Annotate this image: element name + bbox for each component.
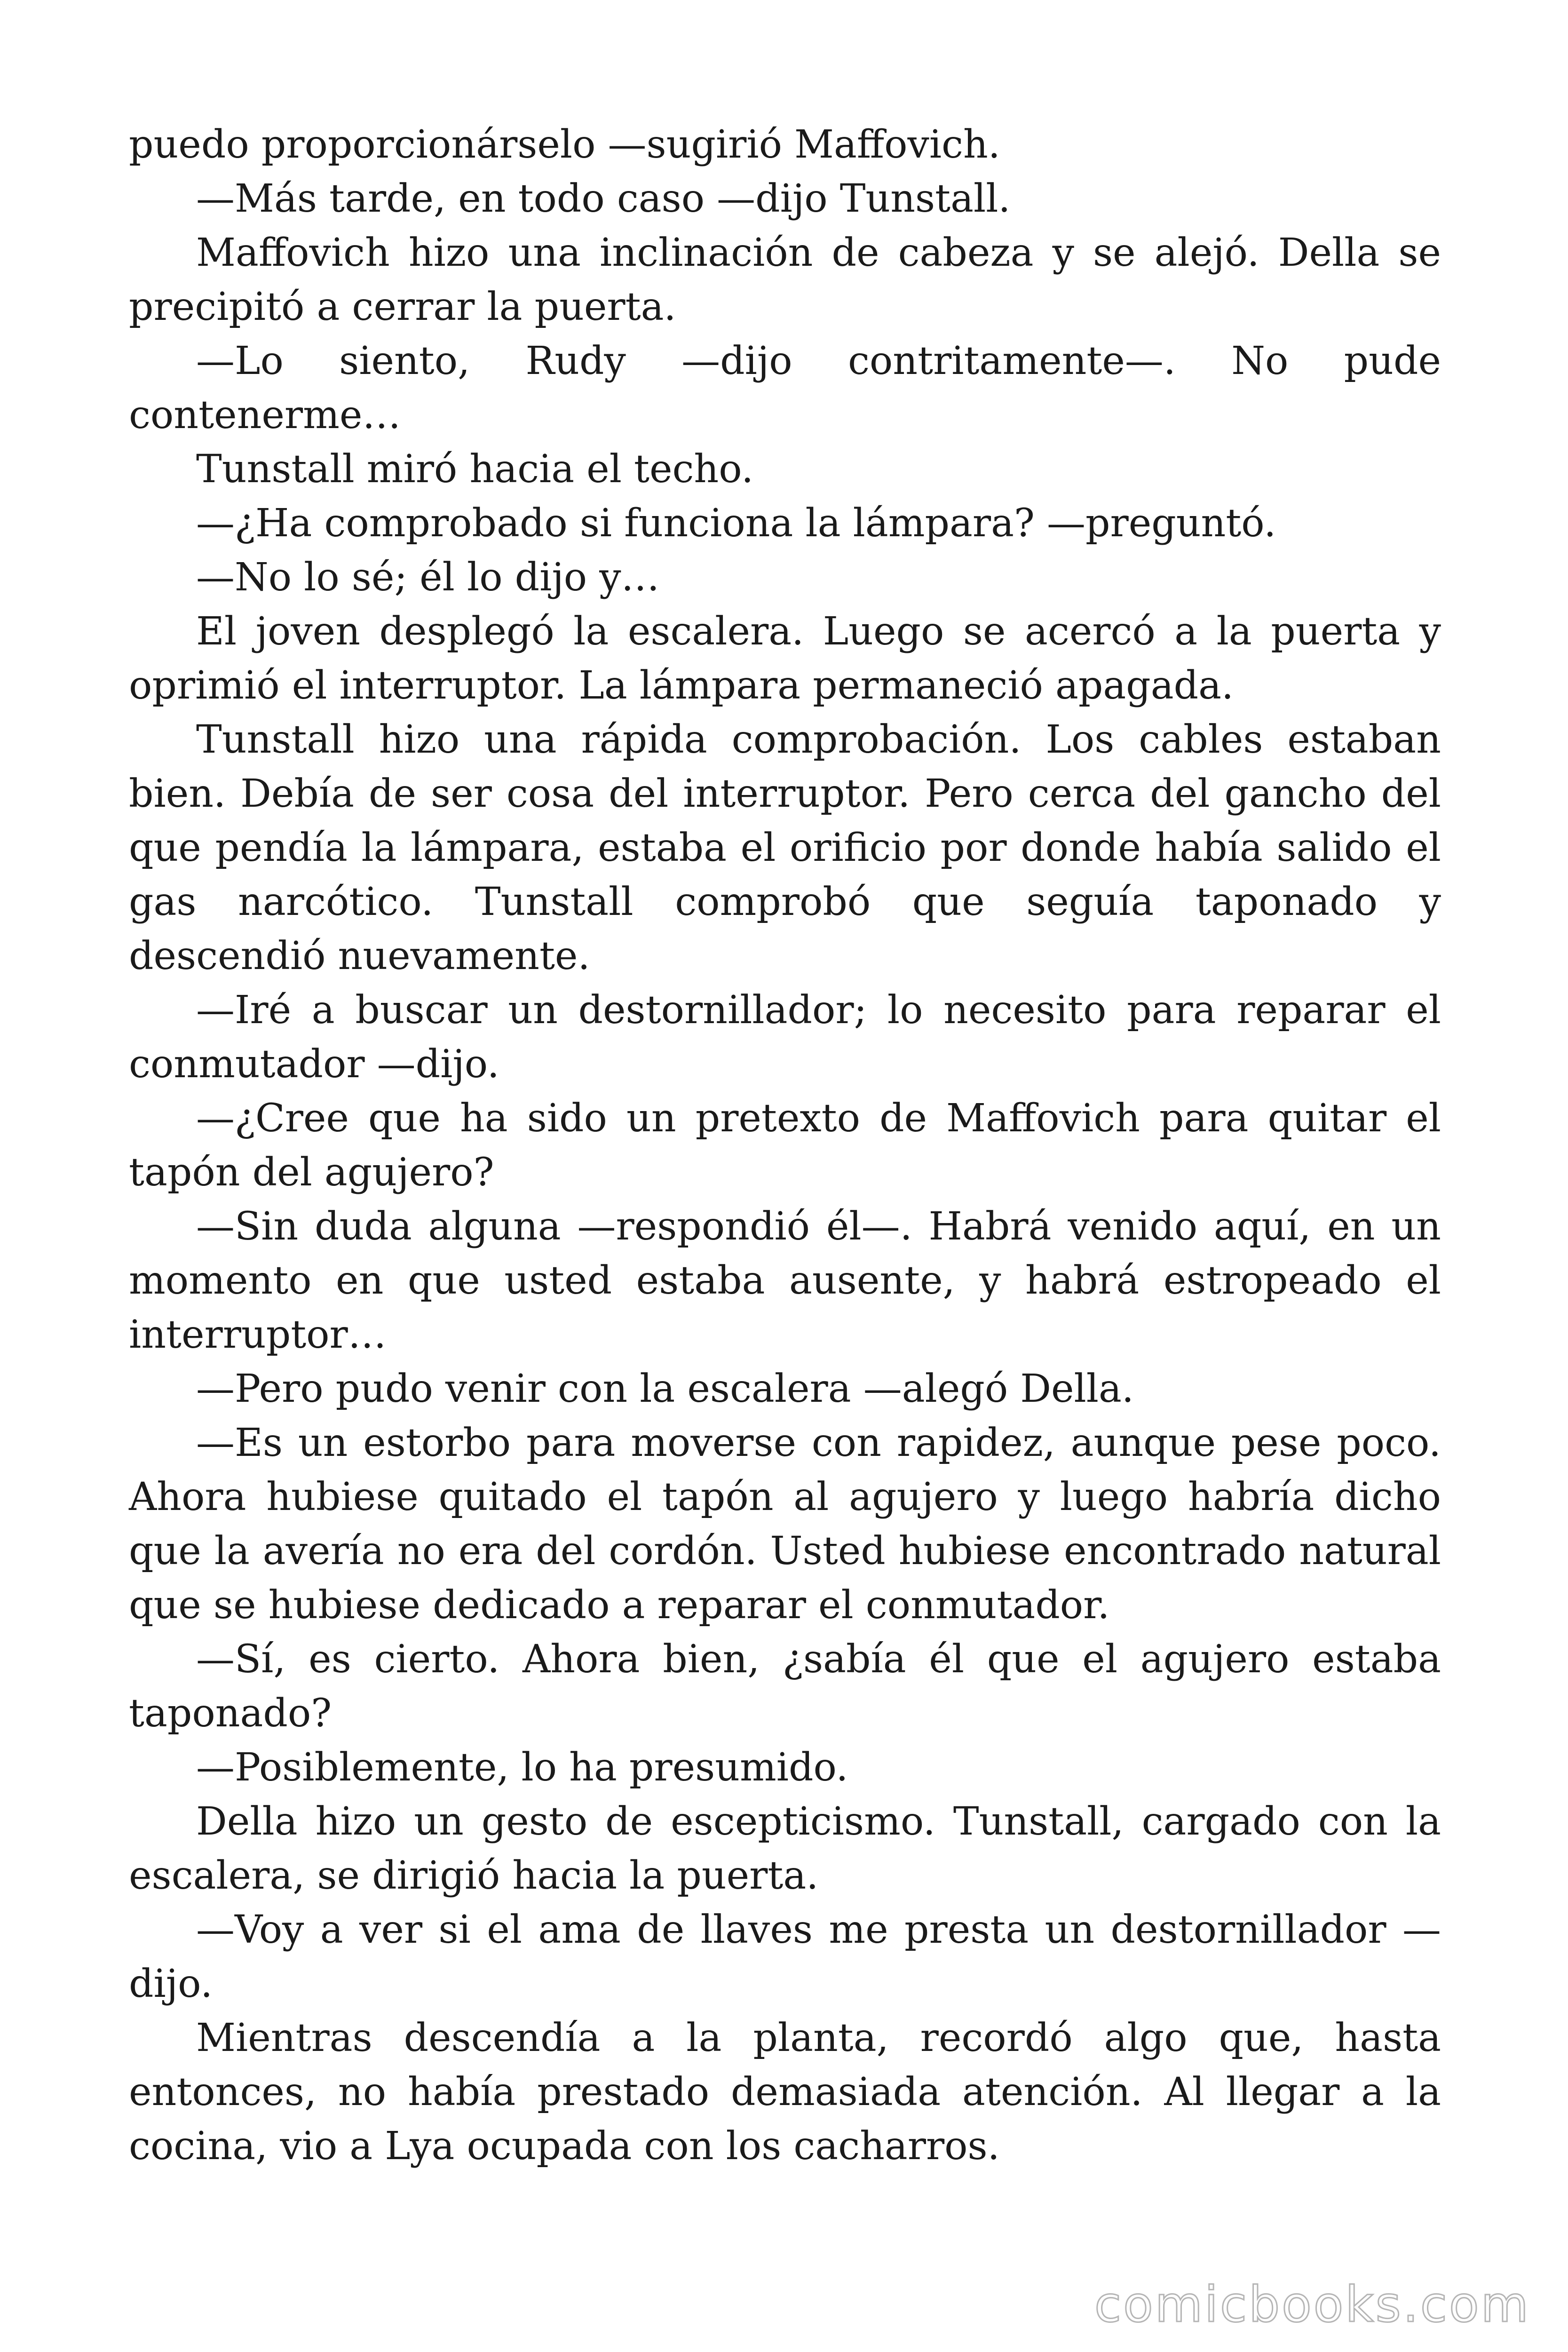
paragraph: —Sin duda alguna —respondió él—. Habrá venido aquí, en un momento en que usted estaba ausente, y habrá estropeado el interruptor…	[129, 1204, 1441, 1357]
paragraph: puedo proporcionárselo —sugirió Maffovich.	[129, 122, 1000, 167]
paragraph: Della hizo un gesto de escepticismo. Tunstall, cargado con la escalera, se dirigió hacia la puerta.	[129, 1799, 1441, 1898]
paragraph: —Iré a buscar un destornillador; lo necesito para reparar el conmutador —dijo.	[129, 988, 1441, 1087]
paragraph: Mientras descendía a la planta, recordó algo que, hasta entonces, no había prestado demasiada atención. Al llegar a la cocina, vio a Lya ocupada con los cacharros.	[129, 2016, 1441, 2169]
paragraph: Maffovich hizo una inclinación de cabeza y se alejó. Della se precipitó a cerrar la puerta.	[129, 230, 1441, 329]
watermark: comicbooks.com	[1094, 2276, 1530, 2333]
page-text	[129, 118, 1441, 2173]
paragraph: —¿Ha comprobado si funciona la lámpara? —preguntó.	[196, 501, 1276, 546]
paragraph: —Lo siento, Rudy —dijo contritamente—. No pude contenerme…	[129, 339, 1441, 437]
paragraph: Tunstall miró hacia el techo.	[196, 447, 754, 492]
paragraph: —Pero pudo venir con la escalera —alegó Della.	[196, 1367, 1134, 1411]
paragraph: —¿Cree que ha sido un pretexto de Maffovich para quitar el tapón del agujero?	[129, 1096, 1441, 1195]
paragraph: Tunstall hizo una rápida comprobación. Los cables estaban bien. Debía de ser cosa del interruptor. Pero cerca del gancho del que pendía la lámpara, estaba el orificio por donde había salido el gas narcótico. Tunstall comprobó que seguía taponado y descendió nuevamente.	[129, 717, 1441, 978]
paragraph: —No lo sé; él lo dijo y…	[196, 555, 660, 600]
paragraph: —Sí, es cierto. Ahora bien, ¿sabía él que el agujero estaba taponado?	[129, 1637, 1441, 1736]
paragraph: —Es un estorbo para moverse con rapidez, aunque pese poco. Ahora hubiese quitado el tapón al agujero y luego habría dicho que la avería no era del cordón. Usted hubiese encontrado natural que se hubiese dedicado a reparar el conmutador.	[129, 1421, 1441, 1628]
paragraph: —Más tarde, en todo caso —dijo Tunstall.	[196, 176, 1011, 221]
paragraph: —Voy a ver si el ama de llaves me presta un destornillador —dijo.	[129, 1907, 1441, 2006]
paragraph: El joven desplegó la escalera. Luego se acercó a la puerta y oprimió el interruptor. La lámpara permaneció apagada.	[129, 609, 1441, 708]
paragraph: —Posiblemente, lo ha presumido.	[196, 1745, 848, 1790]
